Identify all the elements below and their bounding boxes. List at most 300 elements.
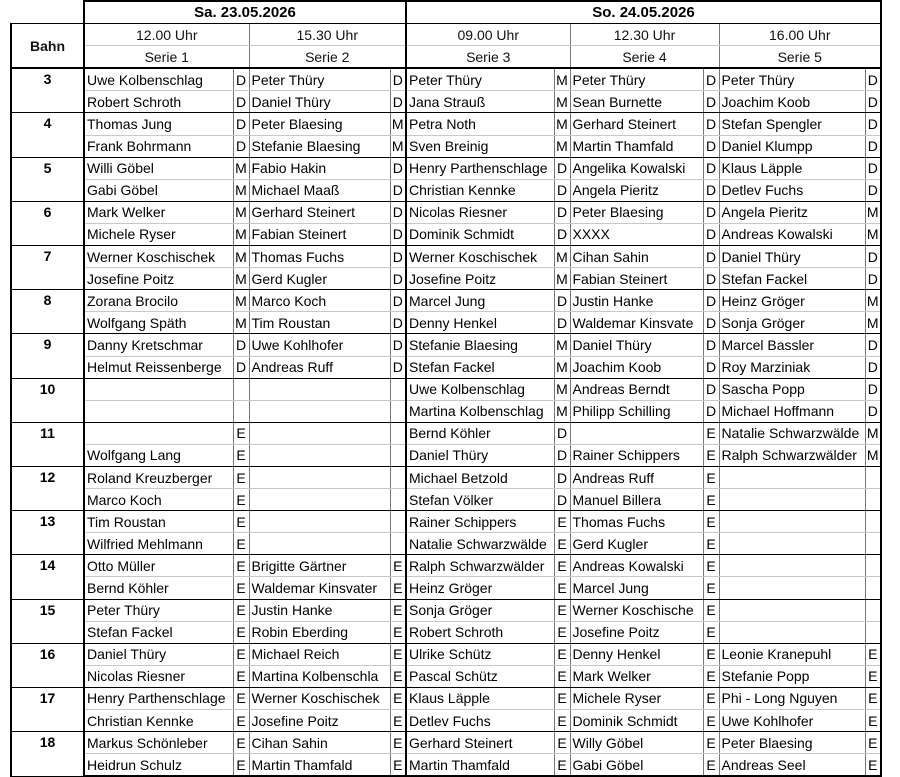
category-code: E — [554, 621, 570, 643]
category-code: D — [390, 268, 406, 290]
player-name — [719, 599, 865, 621]
category-code: E — [390, 665, 406, 687]
player-name: Daniel Thüry — [719, 246, 865, 268]
table-row — [11, 268, 881, 290]
player-name: Stefan Völker — [406, 489, 554, 511]
player-name — [249, 489, 390, 511]
bahn-header: Bahn — [11, 24, 84, 69]
player-name: Josefine Poitz — [84, 268, 233, 290]
category-code: E — [233, 643, 249, 665]
category-code: E — [233, 533, 249, 555]
category-code: E — [703, 444, 719, 466]
player-name — [84, 422, 233, 444]
category-code: E — [233, 754, 249, 777]
category-code: D — [865, 179, 881, 201]
player-name: Waldemar Kinsvate — [570, 312, 703, 334]
category-code: D — [390, 223, 406, 245]
table-row — [11, 91, 881, 113]
category-code: E — [703, 422, 719, 444]
player-name: Cihan Sahin — [570, 246, 703, 268]
player-name: Joachim Koob — [719, 91, 865, 113]
category-code: M — [554, 91, 570, 113]
category-code: D — [233, 356, 249, 378]
table-row — [11, 400, 881, 422]
player-name: Robert Schroth — [406, 621, 554, 643]
player-name: Willi Göbel — [84, 157, 233, 179]
table-row — [11, 201, 881, 223]
category-code: E — [554, 732, 570, 754]
table-row — [11, 687, 881, 709]
player-name: Stefan Fackel — [719, 268, 865, 290]
player-name: Pascal Schütz — [406, 665, 554, 687]
category-code: M — [554, 68, 570, 91]
player-name: Thomas Fuchs — [249, 246, 390, 268]
player-name: Werner Koschischek — [249, 687, 390, 709]
lanes-body — [11, 68, 881, 776]
table-row — [11, 68, 881, 91]
category-code: M — [233, 290, 249, 312]
category-code: M — [233, 312, 249, 334]
category-code — [865, 555, 881, 577]
category-code: M — [233, 201, 249, 223]
category-code: D — [233, 91, 249, 113]
category-code: M — [865, 201, 881, 223]
player-name: Danny Kretschmar — [84, 334, 233, 356]
category-code: D — [865, 157, 881, 179]
series-name: Serie 1 — [84, 46, 249, 69]
player-name: Heinz Gröger — [406, 577, 554, 599]
player-name — [249, 466, 390, 488]
player-name: Markus Schönleber — [84, 732, 233, 754]
category-code — [390, 444, 406, 466]
player-name: Andreas Berndt — [570, 378, 703, 400]
category-code: D — [865, 91, 881, 113]
series-time: 12.30 Uhr — [570, 24, 719, 46]
player-name: Christian Kennke — [406, 179, 554, 201]
category-code: D — [554, 466, 570, 488]
category-code: M — [865, 312, 881, 334]
category-code: M — [554, 113, 570, 135]
player-name: Stefan Spengler — [719, 113, 865, 135]
bahn-number: 8 — [11, 290, 84, 334]
category-code: E — [233, 687, 249, 709]
player-name: Marcel Jung — [570, 577, 703, 599]
bahn-number: 6 — [11, 201, 84, 245]
category-code: M — [554, 356, 570, 378]
player-name: Michael Hoffmann — [719, 400, 865, 422]
player-name: Natalie Schwarzwälde — [406, 533, 554, 555]
category-code: D — [390, 157, 406, 179]
category-code: E — [703, 621, 719, 643]
category-code: D — [233, 68, 249, 91]
player-name: Andreas Ruff — [249, 356, 390, 378]
player-name: Peter Thüry — [570, 68, 703, 91]
category-code — [865, 489, 881, 511]
player-name: Gabi Göbel — [84, 179, 233, 201]
category-code: D — [390, 179, 406, 201]
player-name: Cihan Sahin — [249, 732, 390, 754]
category-code: E — [865, 665, 881, 687]
category-code: E — [233, 444, 249, 466]
player-name: Roy Marziniak — [719, 356, 865, 378]
category-code: M — [554, 135, 570, 157]
player-name: Gabi Göbel — [570, 754, 703, 777]
category-code: E — [554, 577, 570, 599]
bahn-number: 16 — [11, 643, 84, 687]
table-row — [11, 246, 881, 268]
player-name: Martina Kolbenschlag — [406, 400, 554, 422]
player-name: Marcel Bassler — [719, 334, 865, 356]
category-code: M — [865, 422, 881, 444]
table-row — [11, 312, 881, 334]
category-code — [865, 577, 881, 599]
category-code: E — [865, 687, 881, 709]
category-code: D — [865, 356, 881, 378]
player-name — [249, 511, 390, 533]
table-row — [11, 334, 881, 356]
player-name: Bernd Köhler — [406, 422, 554, 444]
player-name: Henry Parthenschlage — [84, 687, 233, 709]
category-code: E — [390, 577, 406, 599]
series-name: Serie 5 — [719, 46, 881, 69]
player-name: Sven Breinig — [406, 135, 554, 157]
category-code: M — [554, 378, 570, 400]
category-code: E — [703, 511, 719, 533]
player-name — [84, 400, 233, 422]
category-code — [865, 533, 881, 555]
player-name — [719, 511, 865, 533]
player-name: Heinz Gröger — [719, 290, 865, 312]
player-name: Sonja Gröger — [719, 312, 865, 334]
category-code: E — [703, 577, 719, 599]
player-name: Gerhard Steinert — [249, 201, 390, 223]
player-name: Detlev Fuchs — [719, 179, 865, 201]
table-row — [11, 179, 881, 201]
player-name: Leonie Kranepuhl — [719, 643, 865, 665]
bahn-number: 13 — [11, 511, 84, 555]
category-code: E — [703, 687, 719, 709]
bahn-number: 4 — [11, 113, 84, 157]
player-name: Ralph Schwarzwälder — [719, 444, 865, 466]
table-row — [11, 555, 881, 577]
player-name: Frank Bohrmann — [84, 135, 233, 157]
table-row — [11, 157, 881, 179]
player-name: Andreas Kowalski — [570, 555, 703, 577]
category-code: M — [390, 135, 406, 157]
player-name — [719, 621, 865, 643]
player-name: Peter Thüry — [719, 68, 865, 91]
category-code: E — [554, 710, 570, 732]
player-name — [719, 577, 865, 599]
category-code: E — [390, 555, 406, 577]
player-name: Martin Thamfald — [570, 135, 703, 157]
category-code: E — [390, 599, 406, 621]
schedule-table — [10, 0, 882, 777]
player-name: Wolfgang Späth — [84, 312, 233, 334]
category-code: D — [390, 91, 406, 113]
category-code: M — [233, 179, 249, 201]
player-name: Michele Ryser — [570, 687, 703, 709]
category-code: D — [865, 400, 881, 422]
player-name: Daniel Thüry — [84, 643, 233, 665]
category-code: E — [233, 466, 249, 488]
category-code: M — [233, 246, 249, 268]
category-code: E — [233, 599, 249, 621]
player-name: Sascha Popp — [719, 378, 865, 400]
category-code: E — [554, 643, 570, 665]
category-code: E — [703, 555, 719, 577]
category-code: D — [390, 290, 406, 312]
category-code: D — [554, 201, 570, 223]
player-name: Wilfried Mehlmann — [84, 533, 233, 555]
category-code: D — [554, 444, 570, 466]
player-name — [249, 533, 390, 555]
category-code: D — [703, 91, 719, 113]
player-name: Gerhard Steinert — [406, 732, 554, 754]
series-name: Serie 4 — [570, 46, 719, 69]
player-name: Marcel Jung — [406, 290, 554, 312]
category-code: D — [865, 334, 881, 356]
player-name: Andreas Seel — [719, 754, 865, 777]
player-name: Uwe Kolbenschlag — [406, 378, 554, 400]
category-code: M — [554, 246, 570, 268]
bahn-number: 14 — [11, 555, 84, 599]
category-code: M — [554, 334, 570, 356]
player-name: Zorana Brocilo — [84, 290, 233, 312]
player-name: Marco Koch — [249, 290, 390, 312]
category-code — [390, 422, 406, 444]
category-code: D — [703, 312, 719, 334]
table-row — [11, 290, 881, 312]
category-code: E — [390, 754, 406, 777]
player-name: Thomas Fuchs — [570, 511, 703, 533]
category-code: E — [703, 466, 719, 488]
player-name: Peter Blaesing — [570, 201, 703, 223]
category-code: E — [865, 643, 881, 665]
category-code — [865, 599, 881, 621]
player-name: XXXX — [570, 223, 703, 245]
category-code: D — [865, 246, 881, 268]
bahn-number: 3 — [11, 68, 84, 113]
category-code: E — [554, 754, 570, 777]
table-row — [11, 223, 881, 245]
table-row — [11, 356, 881, 378]
category-code: E — [865, 754, 881, 777]
category-code: D — [233, 135, 249, 157]
player-name: Martin Thamfald — [249, 754, 390, 777]
player-name: Uwe Kohlhofer — [719, 710, 865, 732]
category-code — [233, 400, 249, 422]
player-name: Denny Henkel — [570, 643, 703, 665]
category-code: E — [233, 489, 249, 511]
category-code — [865, 511, 881, 533]
table-row — [11, 466, 881, 488]
player-name — [249, 422, 390, 444]
category-code: E — [233, 621, 249, 643]
category-code: E — [554, 533, 570, 555]
player-name: Uwe Kohlhofer — [249, 334, 390, 356]
series-time: 16.00 Uhr — [719, 24, 881, 46]
table-row — [11, 489, 881, 511]
player-name — [249, 400, 390, 422]
player-name: Michael Maaß — [249, 179, 390, 201]
player-name: Henry Parthenschlage — [406, 157, 554, 179]
player-name: Fabio Hakin — [249, 157, 390, 179]
category-code — [390, 400, 406, 422]
category-code: E — [703, 599, 719, 621]
category-code — [390, 489, 406, 511]
category-code: D — [703, 68, 719, 91]
category-code: D — [390, 201, 406, 223]
category-code: D — [703, 290, 719, 312]
player-name: Ralph Schwarzwälder — [406, 555, 554, 577]
bahn-number: 9 — [11, 334, 84, 378]
player-name: Andreas Ruff — [570, 466, 703, 488]
player-name: Peter Thüry — [406, 68, 554, 91]
player-name: Helmut Reissenberge — [84, 356, 233, 378]
series-name: Serie 3 — [406, 46, 570, 69]
category-code: E — [233, 422, 249, 444]
category-code: E — [554, 511, 570, 533]
category-code: D — [554, 157, 570, 179]
category-code: D — [865, 135, 881, 157]
player-name: Josefine Poitz — [406, 268, 554, 290]
category-code: E — [390, 643, 406, 665]
category-code: D — [554, 312, 570, 334]
category-code: D — [233, 113, 249, 135]
player-name: Sean Burnette — [570, 91, 703, 113]
category-code: D — [554, 290, 570, 312]
player-name: Tim Roustan — [84, 511, 233, 533]
category-code: M — [233, 157, 249, 179]
player-name: Werner Koschischek — [84, 246, 233, 268]
table-row — [11, 113, 881, 135]
player-name: Fabian Steinert — [570, 268, 703, 290]
category-code: E — [554, 555, 570, 577]
bahn-number: 11 — [11, 422, 84, 466]
series-time: 15.30 Uhr — [249, 24, 406, 46]
category-code: D — [703, 268, 719, 290]
bahn-number: 15 — [11, 599, 84, 643]
player-name — [84, 378, 233, 400]
player-name: Peter Thüry — [249, 68, 390, 91]
bahn-number: 12 — [11, 466, 84, 510]
table-row — [11, 422, 881, 444]
category-code: D — [703, 400, 719, 422]
category-code: M — [233, 268, 249, 290]
player-name — [719, 555, 865, 577]
player-name: Rainer Schippers — [570, 444, 703, 466]
player-name: Werner Koschischek — [406, 246, 554, 268]
category-code: E — [233, 555, 249, 577]
player-name: Michele Ryser — [84, 223, 233, 245]
player-name: Philipp Schilling — [570, 400, 703, 422]
category-code: D — [703, 246, 719, 268]
category-code — [390, 378, 406, 400]
player-name: Peter Thüry — [84, 599, 233, 621]
table-row — [11, 533, 881, 555]
category-code: M — [865, 444, 881, 466]
player-name: Stefan Fackel — [84, 621, 233, 643]
table-row — [11, 665, 881, 687]
player-name: Michael Betzold — [406, 466, 554, 488]
player-name: Werner Koschische — [570, 599, 703, 621]
category-code: D — [703, 223, 719, 245]
series-time: 12.00 Uhr — [84, 24, 249, 46]
category-code: D — [703, 378, 719, 400]
player-name: Nicolas Riesner — [406, 201, 554, 223]
player-name — [249, 444, 390, 466]
player-name: Peter Blaesing — [719, 732, 865, 754]
player-name: Josefine Poitz — [570, 621, 703, 643]
player-name: Otto Müller — [84, 555, 233, 577]
player-name: Angela Pieritz — [570, 179, 703, 201]
category-code: E — [233, 511, 249, 533]
player-name: Roland Kreuzberger — [84, 466, 233, 488]
table-row — [11, 599, 881, 621]
player-name: Gerhard Steinert — [570, 113, 703, 135]
category-code: D — [865, 268, 881, 290]
series-name-row — [11, 46, 881, 69]
player-name: Willy Göbel — [570, 732, 703, 754]
category-code: E — [703, 732, 719, 754]
player-name: Martin Thamfald — [406, 754, 554, 777]
table-row — [11, 643, 881, 665]
player-name: Daniel Thüry — [406, 444, 554, 466]
player-name — [719, 489, 865, 511]
player-name — [719, 466, 865, 488]
player-name: Denny Henkel — [406, 312, 554, 334]
table-row — [11, 378, 881, 400]
player-name: Nicolas Riesner — [84, 665, 233, 687]
player-name: Heidrun Schulz — [84, 754, 233, 777]
player-name: Phi - Long Nguyen — [719, 687, 865, 709]
category-code: D — [703, 334, 719, 356]
category-code: E — [703, 533, 719, 555]
day-header-sat: Sa. 23.05.2026 — [84, 1, 406, 24]
player-name: Ulrike Schütz — [406, 643, 554, 665]
category-code: E — [703, 754, 719, 777]
category-code: D — [865, 113, 881, 135]
player-name: Daniel Klumpp — [719, 135, 865, 157]
series-time: 09.00 Uhr — [406, 24, 570, 46]
category-code: D — [390, 312, 406, 334]
category-code — [390, 511, 406, 533]
player-name: Stefanie Blaesing — [406, 334, 554, 356]
player-name: Robert Schroth — [84, 91, 233, 113]
player-name: Justin Hanke — [570, 290, 703, 312]
day-header-row — [11, 1, 881, 24]
category-code: D — [233, 334, 249, 356]
category-code: E — [233, 710, 249, 732]
category-code: E — [554, 599, 570, 621]
player-name: Gerd Kugler — [570, 533, 703, 555]
category-code: D — [703, 201, 719, 223]
player-name — [570, 422, 703, 444]
player-name: Thomas Jung — [84, 113, 233, 135]
category-code: M — [554, 268, 570, 290]
category-code: E — [703, 643, 719, 665]
category-code: E — [703, 710, 719, 732]
category-code: E — [233, 665, 249, 687]
player-name — [719, 533, 865, 555]
bahn-number: 18 — [11, 732, 84, 777]
category-code: M — [865, 223, 881, 245]
player-name: Gerd Kugler — [249, 268, 390, 290]
category-code: E — [554, 665, 570, 687]
category-code: E — [390, 687, 406, 709]
category-code: D — [865, 378, 881, 400]
